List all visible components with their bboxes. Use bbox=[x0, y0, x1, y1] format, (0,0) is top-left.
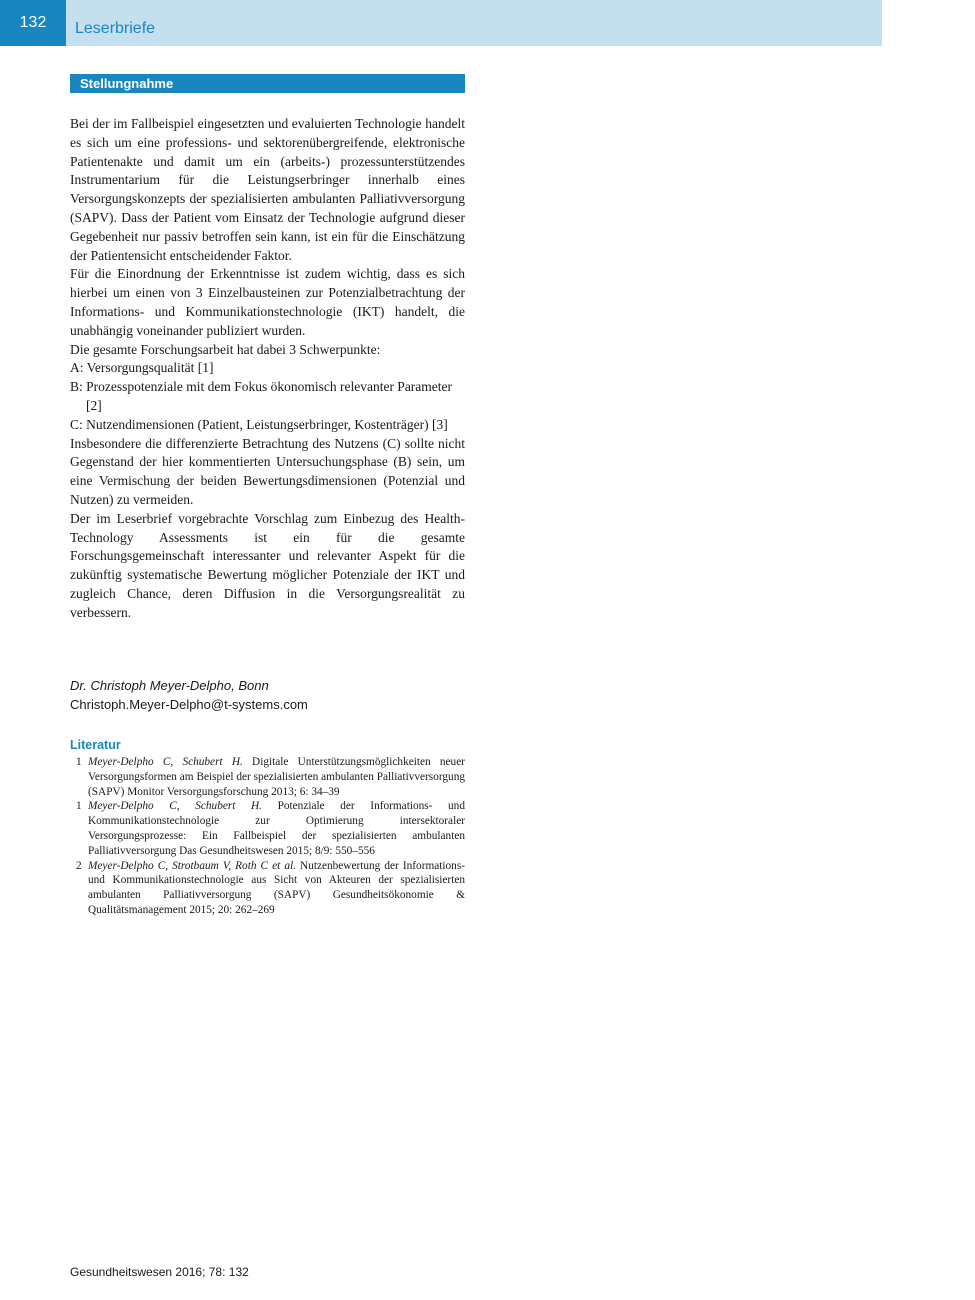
list-item-c: C: Nutzendimensionen (Patient, Leistungserbringer, Kostenträger) [3] bbox=[70, 416, 448, 432]
footer-citation: Gesundheitswesen 2016; 78: 132 bbox=[70, 1265, 249, 1279]
paragraph-1: Bei der im Fallbeispiel eingesetzten und evaluierten Technologie handelt es sich um eine professions- und sektorenübergreifende, elektronische Patientenakte und damit um ein (arbeits-) prozessunterstützendes Instrumentarium für die Leistungserbringer innerhalb eines Versorgungskonzepts der spezialisierten ambulanten Palliativversorgung (SAPV). Dass der Patient vom Einsatz der Technologie aufgrund dieser Gegebenheit nur passiv betroffen sein kann, ist ein für die Einschätzung der Patientensicht entscheidender Faktor. bbox=[70, 116, 465, 263]
literature-number: 1 bbox=[76, 800, 82, 813]
paragraph-5: Der im Leserbrief vorgebrachte Vorschlag zum Einbezug des Health-Technology Assessments ist ein für die gesamte Forschungsgemeinschaft interessanter und relevanter Aspekt für die zukünftig systematische Bewertung möglicher Potenziale der IKT und zugleich Chance, deren Diffusion in die Versorgungsrealität zu verbessern. bbox=[70, 510, 465, 620]
literature-authors: Meyer-Delpho C, Schubert H. bbox=[88, 756, 243, 768]
list-item-a: A: Versorgungsqualität [1] bbox=[70, 360, 214, 376]
literature-number: 2 bbox=[76, 859, 82, 872]
paragraph-3: Die gesamte Forschungsarbeit hat dabei 3 Schwerpunkte: bbox=[70, 341, 381, 357]
author-email[interactable]: Christoph.Meyer-Delpho@t-systems.com bbox=[70, 697, 308, 712]
stellungnahme-heading: Stellungnahme bbox=[70, 74, 465, 93]
author-name: Dr. Christoph Meyer-Delpho, Bonn bbox=[70, 678, 269, 693]
article-body bbox=[70, 115, 465, 623]
literature-item bbox=[70, 755, 465, 799]
literature-authors: Meyer-Delpho C, Schubert H. bbox=[88, 800, 262, 813]
literature-authors: Meyer-Delpho C, Strotbaum V, Roth C et al. bbox=[88, 859, 296, 872]
literature-heading: Literatur bbox=[70, 738, 121, 752]
signature bbox=[70, 676, 465, 714]
list-item-b: B: Prozesspotenziale mit dem Fokus ökonomisch relevanter Parameter [2] bbox=[70, 379, 453, 413]
literature-item bbox=[70, 859, 465, 918]
page-number: 132 bbox=[0, 0, 66, 46]
literature-number: 1 bbox=[76, 756, 82, 768]
literature-list bbox=[70, 755, 465, 918]
section-title: Leserbriefe bbox=[75, 20, 156, 37]
paragraph-4: Insbesondere die differenzierte Betrachtung des Nutzens (C) sollte nicht Gegenstand der hier kommentierten Untersuchungsphase (B) sein, um eine Vermischung der beiden Bewertungsdimensionen (Potenzial und Nutzen) zu vermeiden. bbox=[70, 435, 465, 507]
literature-text: Potenziale der Informations- und Kommunikationstechnologie zur Optimierung intersektoraler Versorgungsprozesse: Ein Fallbeispiel der spezialisierten ambulanten Palliativversorgung Das Gesundheitswesen 2015; 8/9: 550–556 bbox=[88, 800, 465, 857]
paragraph-2: Für die Einordnung der Erkenntnisse ist zudem wichtig, dass es sich hierbei um einen von 3 Einzelbausteinen zur Potenzialbetrachtung der Informations- und Kommunikationstechnologie (IKT) handelt, die unabhängig voneinander publiziert wurden. bbox=[70, 266, 465, 338]
literature-text: Digitale Unterstützungsmöglichkeiten neuer Versorgungsformen am Beispiel der spezialisierten ambulanten Palliativversorgung (SAPV) Monitor Versorgungsforschung 2013; 6: 34–39 bbox=[88, 756, 465, 798]
literature-item bbox=[70, 799, 465, 858]
literature-text: Nutzenbewertung der Informations- und Kommunikationstechnologie aus Sicht von Akteuren der spezialisierten ambulanten Palliativversorgung (SAPV) Gesundheitsökonomie & Qualitätsmanagement 2015; 20: 262–269 bbox=[88, 859, 465, 916]
